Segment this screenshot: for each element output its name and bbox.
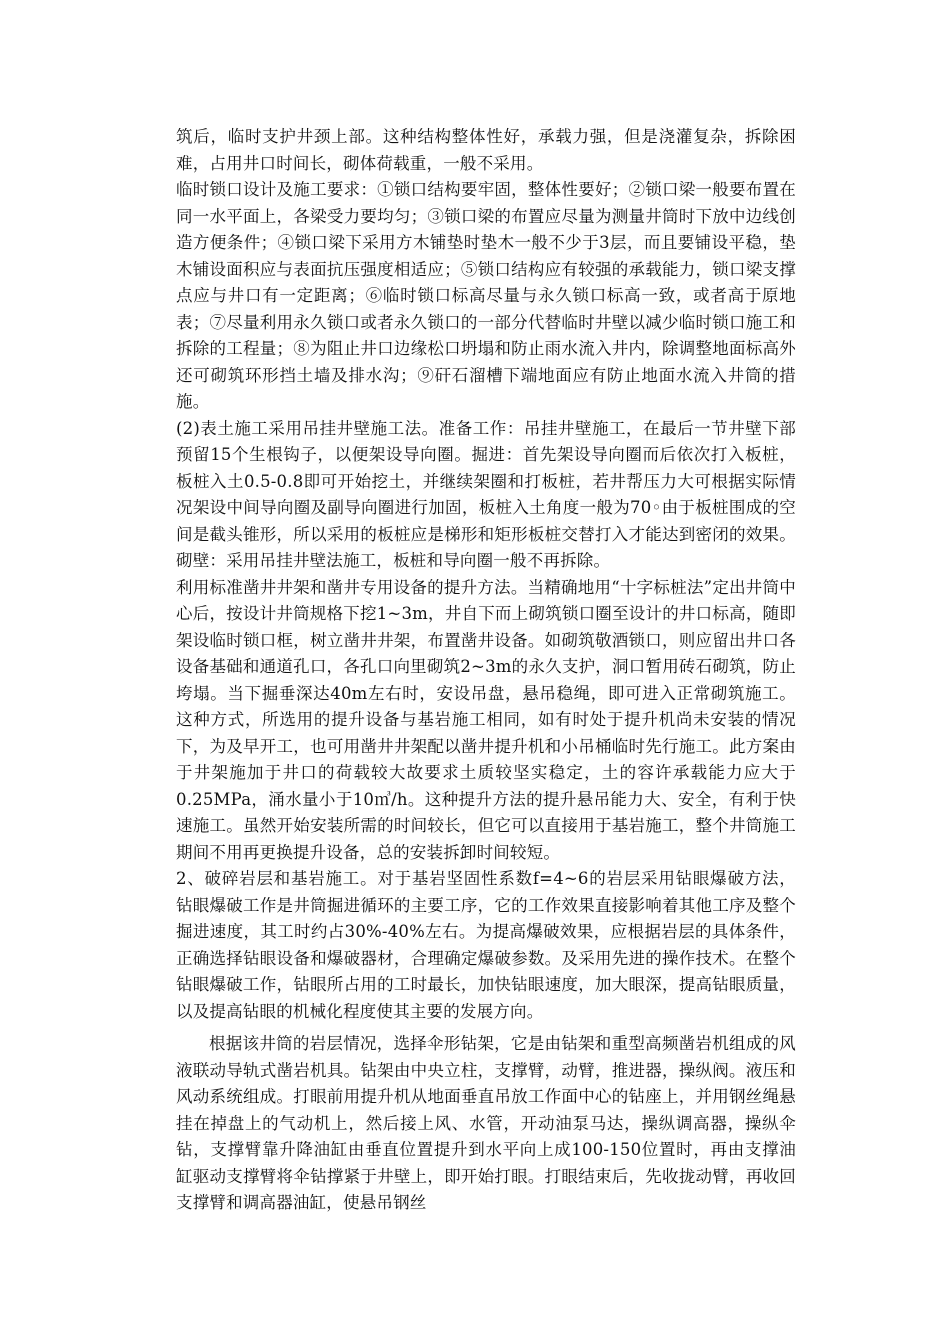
paragraph-1: 筑后，临时支护井颈上部。这种结构整体性好，承载力强，但是浇灌复杂，拆除困难，占用井口时间长，砌体荷载重，一般不采用。: [176, 127, 796, 173]
document-body: [176, 124, 796, 1217]
paragraph-6: 根据该井筒的岩层情况，选择伞形钻架，它是由钻架和重型高频凿岩机组成的风液联动导轨式凿岩机具。钻架由中央立柱，支撑臂，动臂，推进器，操纵阀。液压和风动系统组成。打眼前用提升机从地面垂直吊放工作面中心的钻座上，并用钢丝绳悬挂在掉盘上的气动机上，然后接上风、水管，开动油泵马达，操纵调高器，操纵伞钻，支撑臂靠升降油缸由垂直位置提升到水平向上成100-150位置时，再由支撑油缸驱动支撑臂将伞钻撑紧于井壁上，即开始打眼。打眼结束后，先收拢动臂，再收回支撑臂和调高器油缸，使悬吊钢丝: [176, 1034, 796, 1212]
paragraph-5: 2、破碎岩层和基岩施工。对于基岩坚固性系数f=4~6的岩层采用钻眼爆破方法， 钻眼爆破工作是井筒掘进循环的主要工序，它的工作效果直接影响着其他工序及整个掘进速度，其工时约占30%-40%左右。为提高爆破效果，应根据岩层的具体条件，正确选择钻眼设备和爆破器材，合理确定爆破参数。及采用先进的操作技术。在整个钻眼爆破工作，钻眼所占用的工时最长，加快钻眼速度，加大眼深，提高钻眼质量，以及提高钻眼的机械化程度使其主要的发展方向。: [176, 869, 796, 1021]
paragraph-2: 临时锁口设计及施工要求：①锁口结构要牢固，整体性要好；②锁口梁一般要布置在同一水平面上，各梁受力要均匀；③锁口梁的布置应尽量为测量井筒时下放中边线创造方便条件；④锁口梁下采用方木铺垫时垫木一般不少于3层，而且要铺设平稳，垫木铺设面积应与表面抗压强度相适应；⑤锁口结构应有较强的承载能力，锁口梁支撑点应与井口有一定距离；⑥临时锁口标高尽量与永久锁口标高一致，或者高于原地表；⑦尽量利用永久锁口或者永久锁口的一部分代替临时井壁以减少临时锁口施工和拆除的工程量；⑧为阻止井口边缘松口坍塌和防止雨水流入井内，除调整地面标高外还可砌筑环形挡土墙及排水沟；⑨矸石溜槽下端地面应有防止地面水流入井筒的措施。: [176, 180, 796, 411]
paragraph-4: 利用标准凿井井架和凿井专用设备的提升方法。当精确地用“十字标桩法”定出井筒中心后，按设计井筒规格下挖1~3m，井自下而上砌筑锁口圈至设计的井口标高，随即架设临时锁口框，树立凿井井架，布置凿井设备。如砌筑敬酒锁口，则应留出井口各设备基础和通道孔口，各孔口向里砌筑2~3m的永久支护，洞口暂用砖石砌筑，防止垮塌。当下掘垂深达40m左右时，安设吊盘，悬吊稳绳，即可进入正常砌筑施工。这种方式，所选用的提升设备与基岩施工相同，如有时处于提升机尚未安装的情况下，为及早开工，也可用凿井井架配以凿井提升机和小吊桶临时先行施工。此方案由于井架施加于井口的荷载较大故要求土质较坚实稳定，土的容许承载能力应大于0.25MPa，涌水量小于10㎥/h。这种提升方法的提升悬吊能力大、安全，有利于快速施工。虽然开始安装所需的时间较长，但它可以直接用于基岩施工，整个井筒施工期间不用再更换提升设备，总的安装拆卸时间较短。: [176, 577, 796, 862]
paragraph-3: (2)表土施工采用吊挂井壁施工法。准备工作：吊挂井壁施工，在最后一节井壁下部预留15个生根钩子，以便架设导向圈。掘进：首先架设导向圈而后依次打入板桩，板桩入土0.5-0.8即可开始挖土，并继续架圈和打板桩，若井帮压力大可根据实际情况架设中间导向圈及副导向圈进行加固，板桩入土角度一般为70◦由于板桩围成的空间是截头锥形，所以采用的板桩应是梯形和矩形板桩交替打入才能达到密闭的效果。砌壁：采用吊挂井壁法施工，板桩和导向圈一般不再拆除。: [176, 418, 796, 570]
